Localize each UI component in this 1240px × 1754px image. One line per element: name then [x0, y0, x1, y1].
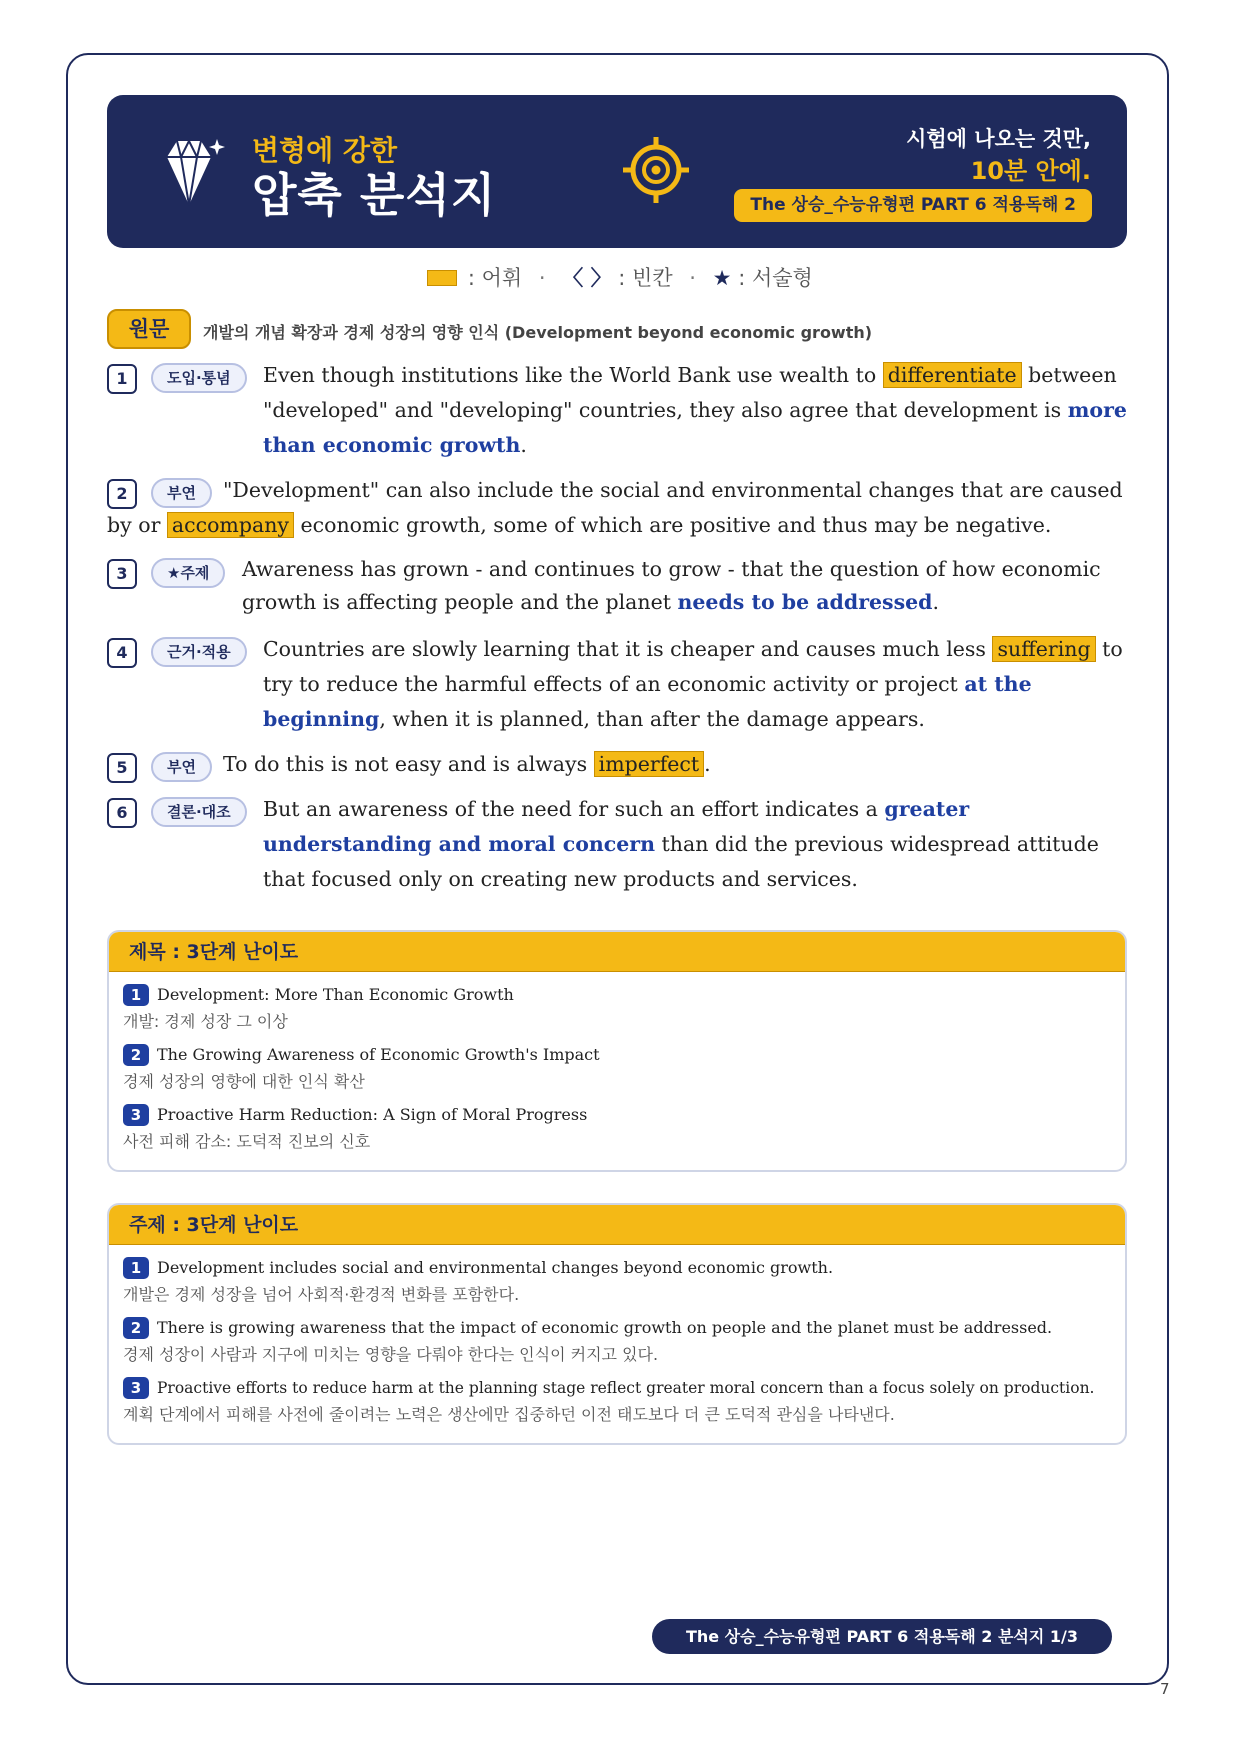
title-option — [109, 1104, 1125, 1152]
option-korean: 개발은 경제 성장을 넘어 사회적·환경적 변화를 포함한다. — [123, 1285, 520, 1304]
sentence-number: 3 — [107, 559, 137, 589]
source-title: 개발의 개념 확장과 경제 성장의 영향 인식 (Development beyond economic growth) — [203, 323, 873, 342]
option-english: Proactive Harm Reduction: A Sign of Moral Progress — [157, 1105, 588, 1124]
page-number: 7 — [1160, 1680, 1170, 1698]
vocab-highlight: suffering — [992, 636, 1095, 662]
source-badge: 원문 — [107, 309, 191, 349]
sentence-text — [107, 792, 1132, 897]
text-run: To do this is not easy and is always — [223, 752, 594, 776]
text-run: to try to reduce the harmful effects of an economic activity or project — [263, 637, 1123, 696]
key-phrase: greater understanding and moral concern — [263, 797, 970, 856]
option-number: 1 — [123, 984, 149, 1006]
sentence-number: 1 — [107, 364, 137, 394]
option-number: 2 — [123, 1317, 149, 1339]
sentence-text — [107, 747, 1132, 782]
text-run: But an awareness of the need for such an effort indicates a — [263, 797, 885, 821]
option-korean: 개발: 경제 성장 그 이상 — [123, 1012, 288, 1031]
header-badge: The 상승_수능유형편 PART 6 적용독해 2 — [734, 189, 1092, 222]
option-english: Development: More Than Economic Growth — [157, 985, 514, 1004]
legend — [0, 262, 1240, 292]
text-run: Awareness has grown - and continues to grow - that the question of how economic growth is affecting people and the planet — [242, 557, 1101, 614]
text-run: . — [932, 590, 940, 614]
sentence-number: 2 — [107, 479, 137, 509]
legend-vocab: : 어휘 — [467, 266, 523, 290]
text-run: economic growth, some of which are positive and thus may be negative. — [294, 513, 1052, 537]
text-run: Even though institutions like the World Bank use wealth to — [263, 363, 883, 387]
title-option — [109, 1044, 1125, 1092]
option-number: 2 — [123, 1044, 149, 1066]
vocab-highlight: differentiate — [883, 362, 1022, 388]
sentence-text — [107, 632, 1132, 737]
sentence-2 — [107, 473, 1132, 543]
blank-bracket-icon: 〈 〉 — [562, 266, 612, 290]
option-number: 3 — [123, 1104, 149, 1126]
topic-option — [109, 1377, 1125, 1425]
diamond-icon — [159, 135, 227, 209]
text-run: , when it is planned, than after the damage appears. — [379, 707, 925, 731]
key-phrase: needs to be addressed — [677, 590, 933, 614]
topic-box — [107, 1203, 1127, 1445]
header-title: 압축 분석지 — [252, 168, 497, 222]
text-run: "Development" can also include the social and environmental changes that are caused by or — [107, 478, 1123, 537]
option-korean: 경제 성장의 영향에 대한 인식 확산 — [123, 1072, 365, 1091]
legend-separator: · — [689, 266, 696, 290]
sentence-number: 5 — [107, 753, 137, 783]
sentence-5 — [107, 747, 1132, 782]
key-phrase: at the beginning — [263, 672, 1032, 731]
text-run: between "developed" and "developing" countries, they also agree that development is — [263, 363, 1117, 422]
title-box-heading: 제목 : 3단계 난이도 — [109, 932, 1125, 972]
header-subtitle: 변형에 강한 — [252, 134, 397, 167]
topic-option — [109, 1317, 1125, 1365]
vocab-highlight: imperfect — [594, 751, 705, 777]
sentence-number: 6 — [107, 798, 137, 828]
footer-pill: The 상승_수능유형편 PART 6 적용독해 2 분석지 1/3 — [652, 1619, 1112, 1654]
sentence-label: ★주제 — [151, 558, 225, 588]
sentence-label: 도입·통념 — [151, 363, 247, 393]
option-english: Proactive efforts to reduce harm at the planning stage reflect greater moral concern than a focus solely on production. — [157, 1379, 1095, 1397]
legend-blank: : 빈칸 — [618, 266, 673, 290]
option-number: 3 — [123, 1377, 149, 1399]
sentence-6 — [107, 792, 1132, 897]
header-banner — [107, 95, 1127, 248]
legend-separator: · — [538, 266, 546, 290]
option-korean: 계획 단계에서 피해를 사전에 줄이려는 노력은 생산에만 집중하던 이전 태도보다 더 큰 도덕적 관심을 나타낸다. — [123, 1405, 895, 1424]
text-run: than did the previous widespread attitude that focused only on creating new products and services. — [263, 832, 1099, 891]
sentence-3 — [107, 553, 1132, 619]
sentence-label: 부연 — [151, 752, 212, 782]
text-run: Countries are slowly learning that it is cheaper and causes much less — [263, 637, 993, 661]
topic-option — [109, 1257, 1125, 1305]
text-run: . — [520, 433, 527, 457]
sentence-text — [107, 473, 1132, 543]
option-english: The Growing Awareness of Economic Growth's Impact — [157, 1045, 600, 1064]
sentence-number: 4 — [107, 638, 137, 668]
sentence-text — [107, 553, 1132, 619]
key-phrase: more than economic growth — [263, 398, 1127, 457]
option-english: There is growing awareness that the impact of economic growth on people and the planet must be addressed. — [157, 1318, 1053, 1337]
vocab-highlight: accompany — [167, 512, 294, 538]
option-korean: 경제 성장이 사람과 지구에 미치는 영향을 다뤄야 한다는 인식이 커지고 있다. — [123, 1345, 659, 1364]
topic-box-heading: 주제 : 3단계 난이도 — [109, 1205, 1125, 1245]
sentence-4 — [107, 632, 1132, 737]
target-icon — [623, 137, 689, 203]
title-box — [107, 930, 1127, 1172]
sentence-text — [107, 358, 1132, 463]
option-english: Development includes social and environmental changes beyond economic growth. — [157, 1258, 834, 1277]
sentence-label: 결론·대조 — [151, 797, 247, 827]
header-tagline-highlight: 10분 안에. — [970, 157, 1091, 185]
sentence-label: 부연 — [151, 478, 212, 508]
star-icon: ★ — [712, 266, 732, 290]
sentence-label: 근거·적용 — [151, 637, 247, 667]
title-option — [109, 984, 1125, 1032]
header-tagline: 시험에 나오는 것만, — [906, 127, 1091, 151]
vocab-swatch-icon — [427, 270, 457, 286]
legend-essay: : 서술형 — [738, 266, 813, 290]
option-korean: 사전 피해 감소: 도덕적 진보의 신호 — [123, 1132, 371, 1151]
text-run: . — [704, 752, 711, 776]
option-number: 1 — [123, 1257, 149, 1279]
sentence-1 — [107, 358, 1132, 463]
